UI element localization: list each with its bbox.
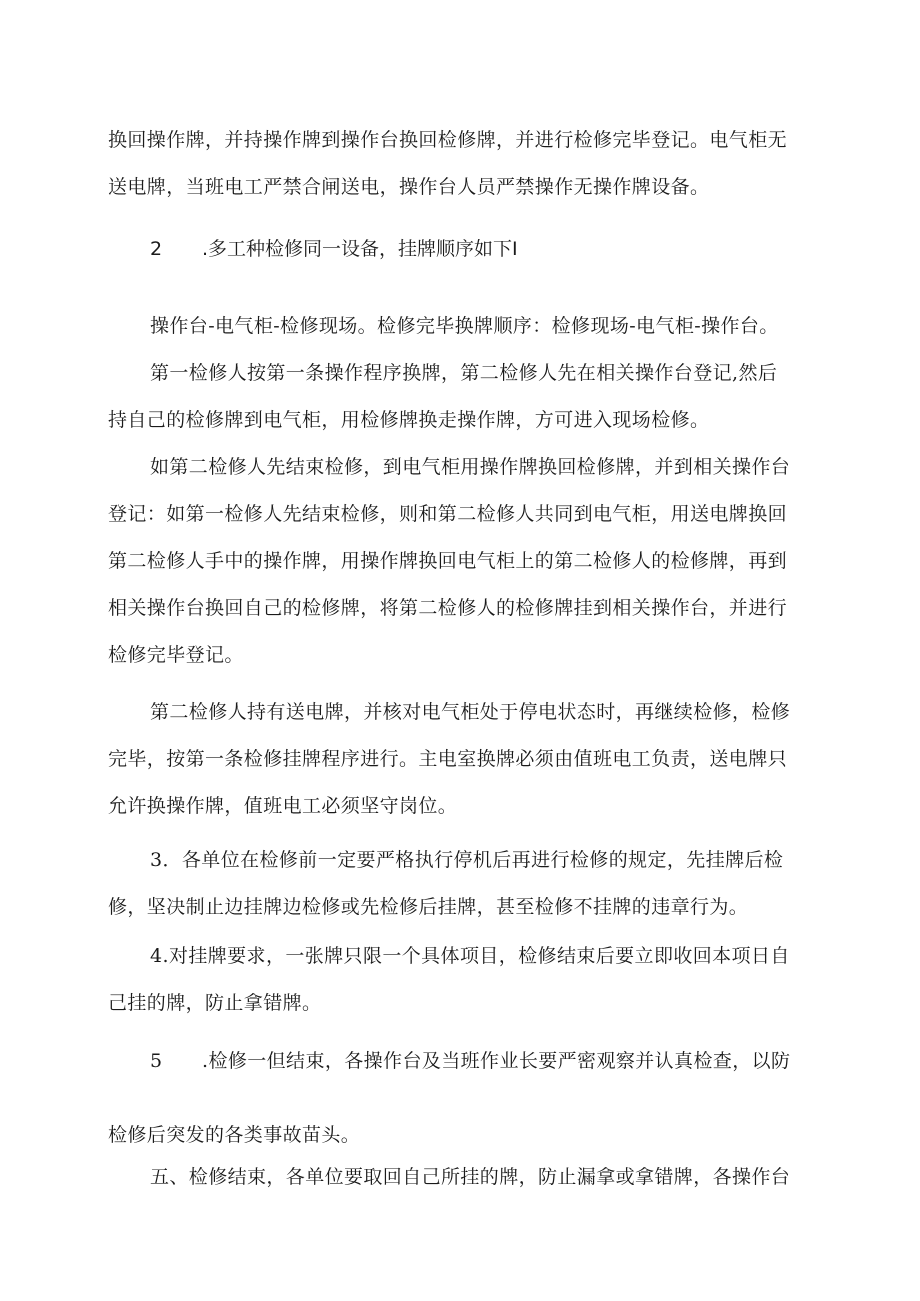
heading-2 <box>150 237 518 261</box>
heading-2-number: 2 <box>150 238 163 260</box>
heading-2-text: .多工种检修同一设备，挂牌顺序如下I <box>202 238 518 260</box>
item-4-line-2: 己挂的牌，防止拿错牌。 <box>108 992 322 1014</box>
paragraph-1-line-2: 送电牌，当班电工严禁合闸送电，操作台人员严禁操作无操作牌设备。 <box>108 176 710 198</box>
item-3-text: ．各单位在检修前一定要严格执行停机后再进行检修的规定，先挂牌后检 <box>162 849 784 871</box>
paragraph-2-line-1: 操作台-电气柜-检修现场。检修完毕换牌顺序：检修现场-电气柜-操作台。 <box>150 315 779 337</box>
paragraph-5-line-3: 允许换操作牌，值班电工必须坚守岗位。 <box>108 795 458 817</box>
paragraph-4-line-1: 如第二检修人先结束检修，到电气柜用操作牌换回检修牌，并到相关操作台 <box>150 456 791 478</box>
paragraph-4-line-3: 第二检修人手中的操作牌，用操作牌换回电气柜上的第二检修人的检修牌，再到 <box>108 550 788 572</box>
item-3-line-1 <box>150 848 783 872</box>
paragraph-5-line-2: 完毕，按第一条检修挂牌程序进行。主电室换牌必须由值班电工负责，送电牌只 <box>108 748 788 770</box>
paragraph-5-line-1: 第二检修人持有送电牌，并核对电气柜处于停电状态时，再继续检修，检修 <box>150 701 791 723</box>
item-4-line-1 <box>150 944 790 968</box>
paragraph-4-line-4: 相关操作台换回自己的检修牌，将第二检修人的检修牌挂到相关操作台，并进行 <box>108 597 788 619</box>
paragraph-3-line-1: 第一检修人按第一条操作程序换牌，第二检修人先在相关操作台登记,然后 <box>150 362 778 384</box>
item-5-line-2: 检修后突发的各类事故苗头。 <box>108 1124 361 1146</box>
item-3-line-2: 修，坚决制止边挂牌边检修或先检修后挂牌，甚至检修不挂牌的违章行为。 <box>108 896 749 918</box>
paragraph-3-line-2: 持自己的检修牌到电气柜，用检修牌换走操作牌，方可进入现场检修。 <box>108 409 710 431</box>
item-5-text: .检修一但结束，各操作台及当班作业长要严密观察并认真检查，以防 <box>202 1050 791 1072</box>
item-4-number: 4 <box>150 945 163 967</box>
item-5-number: 5 <box>150 1050 163 1072</box>
item-3-number: 3 <box>150 849 163 871</box>
item-5-line-1 <box>150 1049 790 1073</box>
section-5-line-1: 五、检修结束，各单位要取回自己所挂的牌，防止漏拿或拿错牌，各操作台 <box>150 1166 791 1188</box>
item-4-text: .对挂牌要求，一张牌只限一个具体项目，检修结束后要立即收回本项日自 <box>162 945 790 967</box>
paragraph-1-line-1: 换回操作牌，并持操作牌到操作台换回检修牌，并进行检修完毕登记。电气柜无 <box>108 129 788 151</box>
paragraph-4-line-2: 登记：如第一检修人先结束检修，则和第二检修人共同到电气柜，用送电牌换回 <box>108 503 788 525</box>
paragraph-4-line-5: 检修完毕登记。 <box>108 644 244 666</box>
